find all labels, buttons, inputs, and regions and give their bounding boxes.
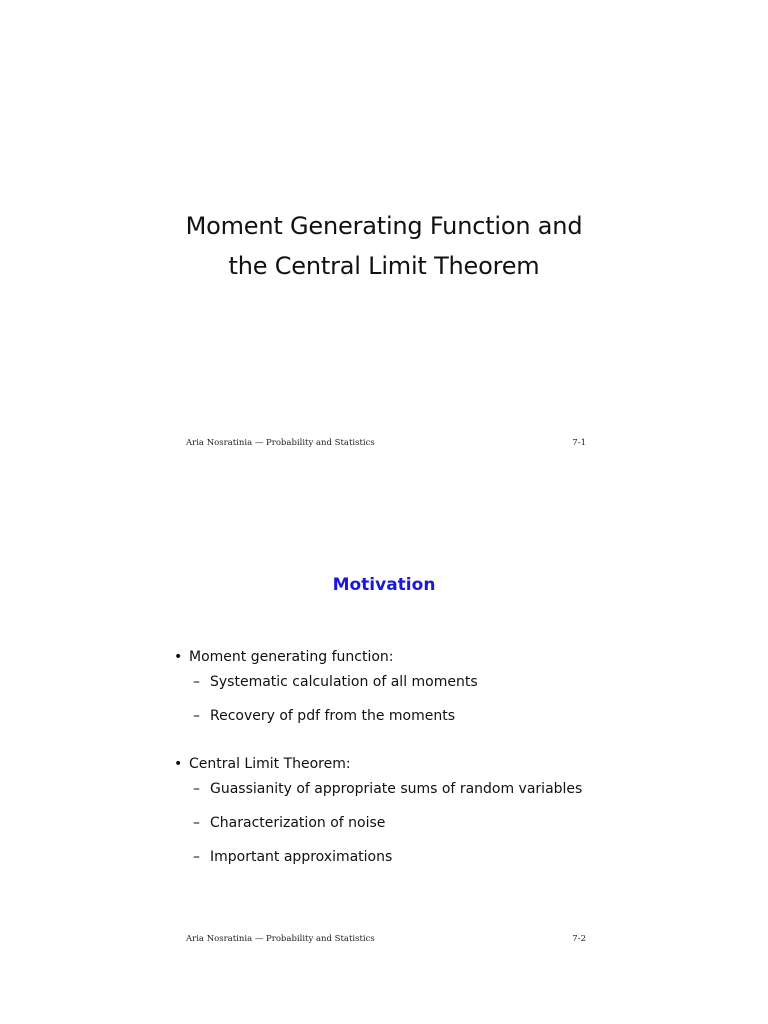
sub-bullet-label: Guassianity of appropriate sums of random variables xyxy=(210,781,583,797)
slide-title-line-2: the Central Limit Theorem xyxy=(228,252,540,280)
dash-marker: – xyxy=(193,849,200,865)
footer-author-course: Aria Nosratinia — Probability and Statistics xyxy=(186,934,375,944)
bullet-item xyxy=(174,756,351,772)
dash-marker: – xyxy=(193,781,200,797)
slide-footer xyxy=(186,438,586,448)
sub-bullet-item xyxy=(193,781,582,797)
slide-heading: Motivation xyxy=(332,575,436,595)
sub-bullet-label: Recovery of pdf from the moments xyxy=(210,708,456,724)
footer-author-course: Aria Nosratinia — Probability and Statistics xyxy=(186,438,375,448)
sub-bullet-label: Systematic calculation of all moments xyxy=(210,674,478,690)
slide-1 xyxy=(0,0,768,497)
bullet-label: Central Limit Theorem: xyxy=(189,756,351,772)
sub-bullet-item xyxy=(193,708,455,724)
dash-marker: – xyxy=(193,815,200,831)
sub-bullet-item xyxy=(193,674,478,690)
sub-bullet-item xyxy=(193,849,392,865)
footer-page-number: 7-2 xyxy=(572,934,586,944)
sub-bullet-label: Characterization of noise xyxy=(210,815,386,831)
dash-marker: – xyxy=(193,674,200,690)
sub-bullet-item xyxy=(193,815,385,831)
slide-title-line-1: Moment Generating Function and xyxy=(185,212,583,240)
slide-2 xyxy=(0,497,768,1024)
footer-page-number: 7-1 xyxy=(572,438,586,448)
bullet-label: Moment generating function: xyxy=(189,649,394,665)
sub-bullet-label: Important approximations xyxy=(210,849,393,865)
bullet-item xyxy=(174,649,394,665)
bullet-marker: • xyxy=(174,756,183,772)
dash-marker: – xyxy=(193,708,200,724)
slide-footer xyxy=(186,934,586,944)
bullet-marker: • xyxy=(174,649,183,665)
